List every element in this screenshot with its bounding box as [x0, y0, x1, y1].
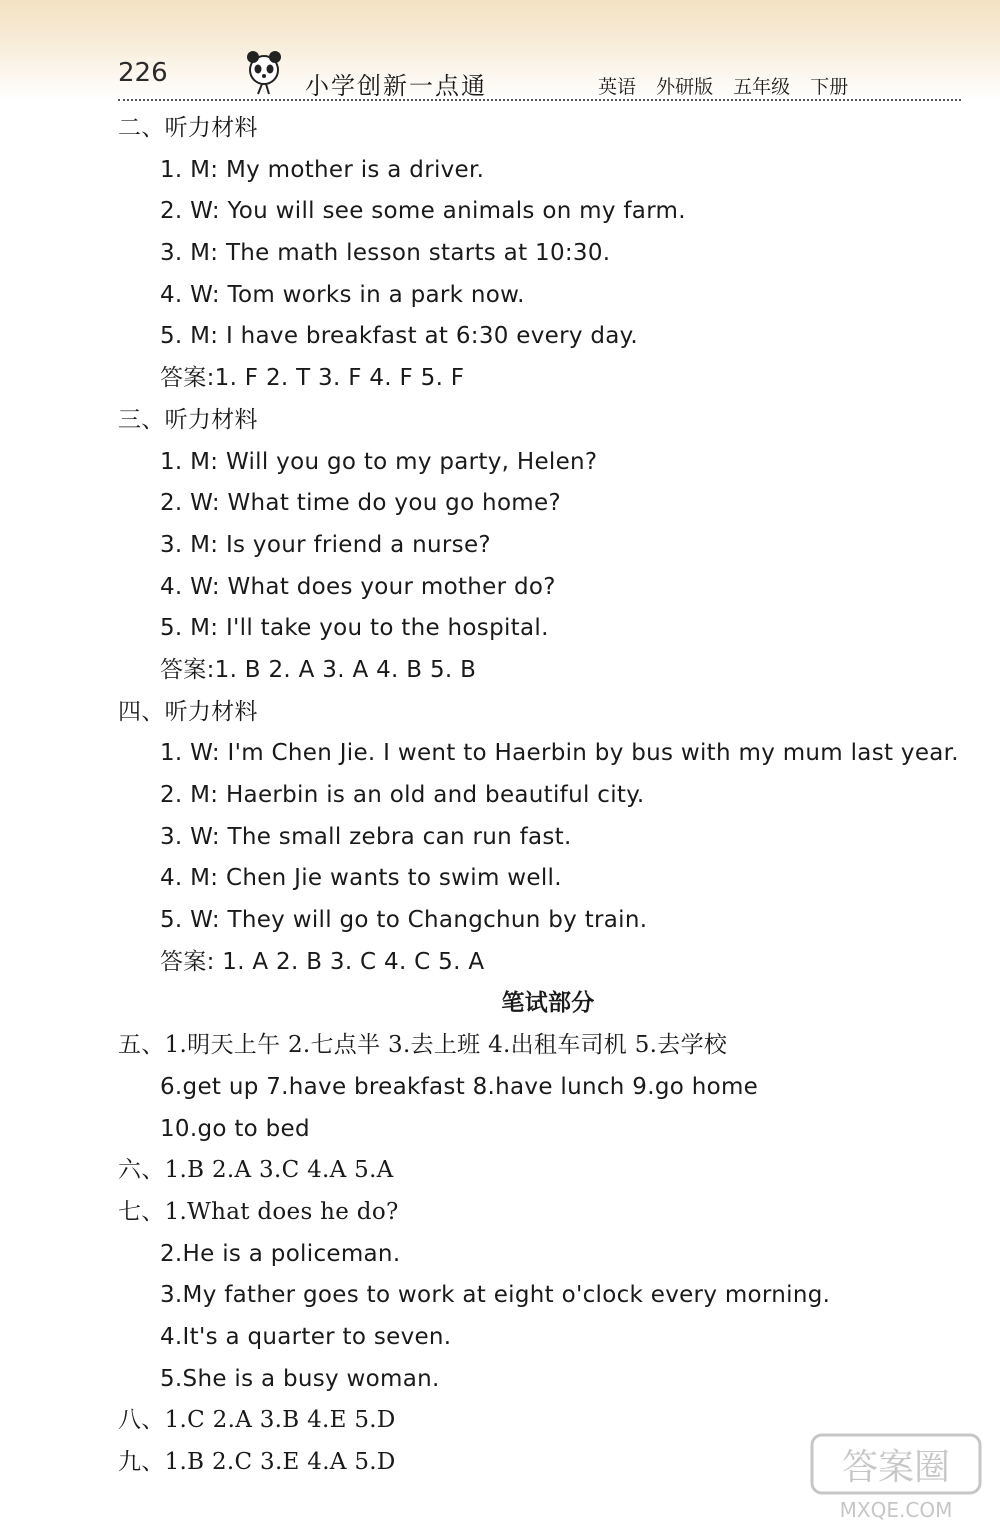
- section-9-line: 九、1.B 2.C 3.E 4.A 5.D: [118, 1449, 396, 1475]
- section-8-line: 八、1.C 2.A 3.B 4.E 5.D: [118, 1407, 396, 1434]
- section-6-line: 六、1.B 2.A 3.C 4.A 5.A: [118, 1157, 394, 1184]
- list-item: 4. M: Chen Jie wants to swim well.: [160, 865, 562, 892]
- list-item: 2. W: What time do you go home?: [160, 490, 561, 517]
- section-title: 三、听力材料: [118, 406, 258, 433]
- section-5-line: 五、1.明天上午 2.七点半 3.去上班 4.出租车司机 5.去学校: [118, 1032, 728, 1059]
- list-item: 5. M: I'll take you to the hospital.: [160, 615, 549, 642]
- watermark-text: 答案圈: [841, 1447, 951, 1488]
- list-item: 1. M: My mother is a driver.: [160, 156, 485, 183]
- list-item: 3.My father goes to work at eight o'clock every morning.: [160, 1282, 831, 1309]
- section-title: 四、听力材料: [118, 698, 258, 725]
- section-5-line: 6.get up 7.have breakfast 8.have lunch 9.go home: [160, 1073, 759, 1100]
- answer-content: [118, 108, 978, 1484]
- header-divider: [118, 99, 961, 101]
- list-item: 5. M: I have breakfast at 6:30 every day.: [160, 323, 638, 350]
- section-5-line: 10.go to bed: [160, 1115, 310, 1142]
- list-item: 2.He is a policeman.: [160, 1240, 401, 1267]
- list-item: 4.It's a quarter to seven.: [160, 1323, 452, 1350]
- watermark-logo: [806, 1427, 986, 1525]
- list-item: 2. W: You will see some animals on my farm.: [160, 198, 686, 225]
- panda-mascot-icon: [236, 40, 292, 96]
- answer-line: 答案:1. B 2. A 3. A 4. B 5. B: [160, 656, 477, 683]
- written-part-heading: 笔试部分: [501, 990, 595, 1017]
- list-item: 1. W: I'm Chen Jie. I went to Haerbin by bus with my mum last year.: [160, 740, 959, 767]
- page-number: 226: [118, 58, 168, 88]
- edition-label: 外研版: [656, 76, 714, 98]
- section-title: 二、听力材料: [118, 115, 258, 141]
- book-title: 小学创新一点通: [305, 72, 487, 100]
- list-item: 3. W: The small zebra can run fast.: [160, 823, 572, 850]
- subject-label: 英语: [598, 76, 637, 98]
- list-item: 5.She is a busy woman.: [160, 1365, 440, 1392]
- list-item: 4. W: Tom works in a park now.: [160, 281, 525, 308]
- book-meta: [598, 72, 862, 99]
- list-item: 5. W: They will go to Changchun by train.: [160, 907, 648, 934]
- list-item: 4. W: What does your mother do?: [160, 573, 556, 600]
- watermark-url: MXQE.COM: [839, 1498, 953, 1522]
- grade-label: 五年级: [733, 76, 791, 98]
- list-item: 1. M: Will you go to my party, Helen?: [160, 448, 598, 475]
- volume-label: 下册: [810, 76, 849, 98]
- list-item: 2. M: Haerbin is an old and beautiful city.: [160, 782, 645, 808]
- section-7-line: 七、1.What does he do?: [118, 1198, 399, 1225]
- list-item: 3. M: The math lesson starts at 10:30.: [160, 240, 611, 267]
- answer-line: 答案: 1. A 2. B 3. C 4. C 5. A: [160, 948, 485, 975]
- list-item: 3. M: Is your friend a nurse?: [160, 531, 491, 558]
- answer-line: 答案:1. F 2. T 3. F 4. F 5. F: [160, 365, 465, 392]
